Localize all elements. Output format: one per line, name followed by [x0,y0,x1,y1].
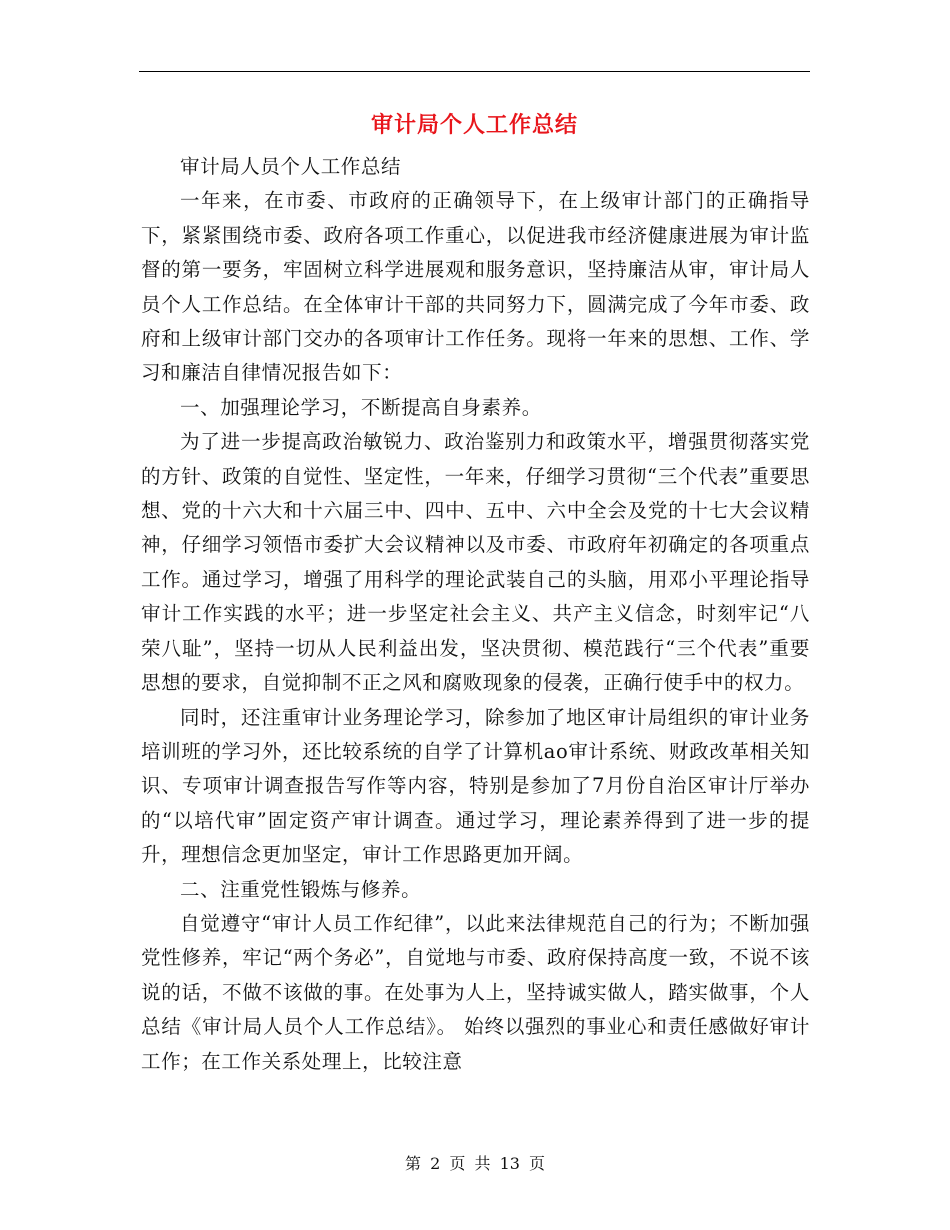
body-paragraph: 为了进一步提高政治敏锐力、政治鉴别力和政策水平，增强贯彻落实党的方针、政策的自觉性、坚定性，一年来，仔细学习贯彻“三个代表”重要思想、党的十六大和十六届三中、四中、五中、六中全会及党的十七大会议精神，仔细学习领悟市委扩大会议精神以及市委、市政府年初确定的各项重点工作。通过学习，增强了用科学的理论武装自己的头脑，用邓小平理论指导审计工作实践的水平；进一步坚定社会主义、共产主义信念，时刻牢记“八荣八耻”，坚持一切从人民利益出发，坚决贯彻、模范践行“三个代表”重要思想的要求，自觉抑制不正之风和腐败现象的侵袭，正确行使手中的权力。 [141,430,810,695]
section-heading-1: 一、加强理论学习，不断提高自身素养。 [180,395,542,419]
body-paragraph: 同时，还注重审计业务理论学习，除参加了地区审计局组织的审计业务培训班的学习外，还比较系统的自学了计算机ao审计系统、财政改革相关知识、专项审计调查报告写作等内容，特别是参加了7月份自治区审计厅举办的“以培代审”固定资产审计调查。通过学习，理论素养得到了进一步的提升，理想信念更加坚定，审计工作思路更加开阔。 [141,705,810,867]
footer-suffix: 页 [529,1154,546,1173]
footer-total-pages: 13 [499,1154,520,1173]
subtitle-paragraph: 审计局人员个人工作总结 [180,155,402,178]
document-body [141,150,810,1079]
footer-page-word: 页 [449,1154,466,1173]
page-footer [0,1152,950,1176]
footer-prefix: 第 [404,1154,421,1173]
section-heading-2: 二、注重党性锻炼与修养。 [180,877,422,901]
document-title: 审计局个人工作总结 [370,112,578,138]
footer-total-word: 共 [474,1154,491,1173]
footer-current-page: 2 [430,1154,441,1173]
body-paragraph: 自觉遵守“审计人员工作纪律”，以此来法律规范自己的行为；不断加强党性修养，牢记“两个务必”，自觉地与市委、政府保持高度一致，不说不该说的话，不做不该做的事。在处事为人上，坚持诚实做人，踏实做事，个人总结《审计局人员个人工作总结》。 始终以强烈的事业心和责任感做好审计工作；在工作关系处理上，比较注意 [141,911,810,1073]
intro-paragraph: 一年来，在市委、市政府的正确领导下，在上级审计部门的正确指导下，紧紧围绕市委、政府各项工作重心，以促进我市经济健康进展为审计监督的第一要务，牢固树立科学进展观和服务意识，坚持廉洁从审，审计局人员个人工作总结。在全体审计干部的共同努力下，圆满完成了今年市委、政府和上级审计部门交办的各项审计工作任务。现将一年来的思想、工作、学习和廉洁自律情况报告如下： [141,189,810,385]
header-rule [139,71,810,72]
